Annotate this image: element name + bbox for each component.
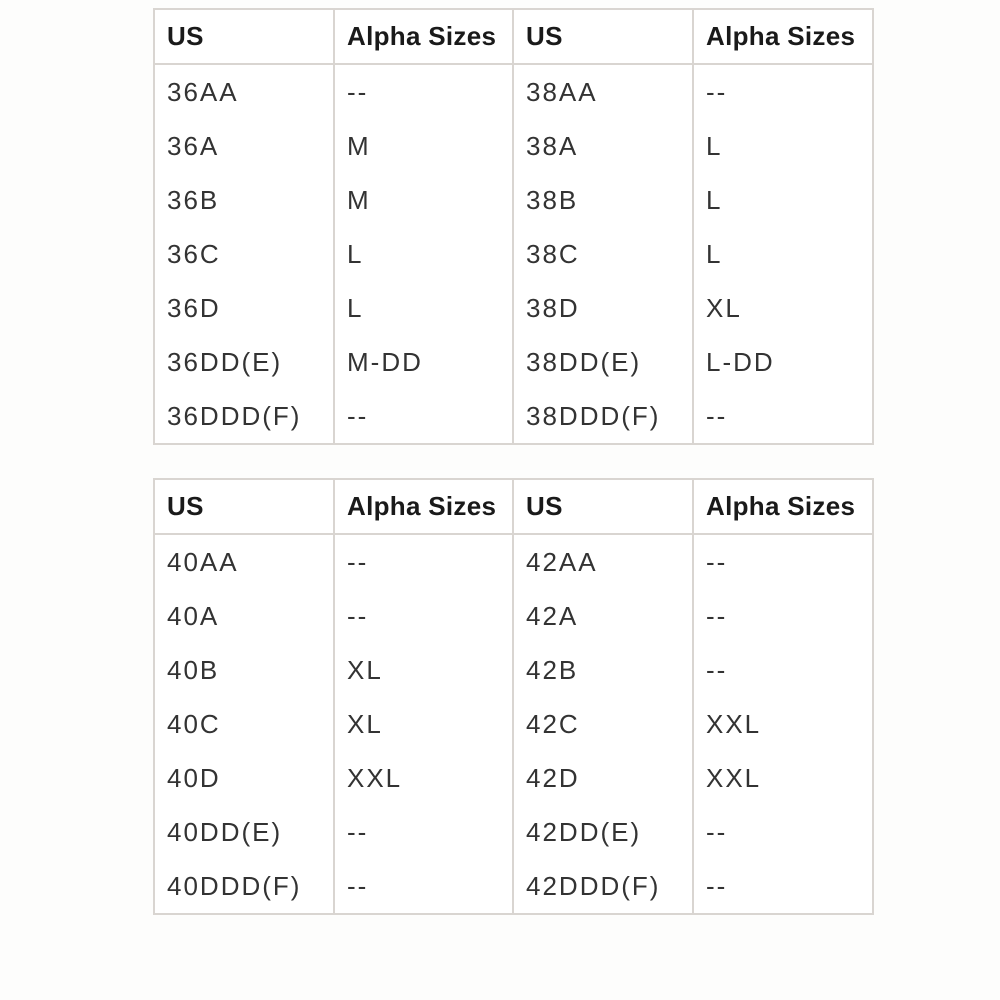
size-row [154,643,514,697]
size-row [513,389,873,444]
size-row [154,227,514,281]
us-size-cell: 42B [513,643,693,697]
us-size-cell: 40B [154,643,334,697]
alpha-size-cell: -- [334,805,514,859]
size-row [513,119,873,173]
us-column-header: US [513,479,693,534]
alpha-size-cell: -- [693,389,873,444]
alpha-size-cell: XXL [334,751,514,805]
us-size-cell: 40A [154,589,334,643]
us-size-cell: 36DDD(F) [154,389,334,444]
us-size-cell: 42A [513,589,693,643]
us-size-cell: 40D [154,751,334,805]
us-size-cell: 38D [513,281,693,335]
table-body [513,64,873,444]
us-size-cell: 38DD(E) [513,335,693,389]
alpha-sizes-column-header: Alpha Sizes [693,479,873,534]
size-row [513,643,873,697]
us-size-cell: 42D [513,751,693,805]
us-size-cell: 40AA [154,534,334,589]
alpha-size-cell: L [334,281,514,335]
us-size-cell: 40DDD(F) [154,859,334,914]
table-body [154,534,514,914]
size-row [154,751,514,805]
size-row [154,697,514,751]
alpha-size-cell: M [334,173,514,227]
us-size-cell: 42DDD(F) [513,859,693,914]
size-table-band-38 [512,8,874,445]
size-row [513,335,873,389]
table-header-row [154,9,514,64]
alpha-size-cell: M-DD [334,335,514,389]
alpha-sizes-column-header: Alpha Sizes [334,479,514,534]
size-row [154,389,514,444]
us-size-cell: 36D [154,281,334,335]
us-size-cell: 38B [513,173,693,227]
size-row [154,859,514,914]
alpha-size-cell: -- [693,534,873,589]
alpha-size-cell: L [334,227,514,281]
alpha-size-cell: M [334,119,514,173]
alpha-size-cell: -- [693,64,873,119]
alpha-size-cell: -- [693,859,873,914]
size-row [154,805,514,859]
alpha-size-cell: -- [693,805,873,859]
us-size-cell: 40DD(E) [154,805,334,859]
us-column-header: US [154,479,334,534]
size-row [513,805,873,859]
alpha-size-cell: XL [693,281,873,335]
size-row [513,534,873,589]
size-row [154,589,514,643]
us-size-cell: 42DD(E) [513,805,693,859]
alpha-size-cell: -- [334,589,514,643]
alpha-size-cell: -- [334,534,514,589]
alpha-size-cell: -- [334,389,514,444]
size-row [513,281,873,335]
us-size-cell: 36A [154,119,334,173]
size-row [513,697,873,751]
alpha-size-cell: L [693,173,873,227]
table-body [513,534,873,914]
size-tables-grid [153,8,856,915]
us-size-cell: 38C [513,227,693,281]
size-row [513,173,873,227]
us-size-cell: 40C [154,697,334,751]
us-size-cell: 38A [513,119,693,173]
size-row [154,335,514,389]
alpha-sizes-column-header: Alpha Sizes [334,9,514,64]
size-row [513,859,873,914]
us-size-cell: 36AA [154,64,334,119]
alpha-size-cell: XXL [693,697,873,751]
size-row [513,751,873,805]
size-table-band-40 [153,478,515,915]
alpha-size-cell: -- [334,64,514,119]
alpha-size-cell: -- [693,589,873,643]
alpha-size-cell: L [693,119,873,173]
alpha-size-cell: -- [693,643,873,697]
alpha-size-cell: L-DD [693,335,873,389]
alpha-size-cell: L [693,227,873,281]
table-header-row [154,479,514,534]
size-row [513,589,873,643]
size-row [154,534,514,589]
table-body [154,64,514,444]
us-size-cell: 42C [513,697,693,751]
table-header-row [513,9,873,64]
alpha-size-cell: XXL [693,751,873,805]
size-row [513,227,873,281]
size-row [154,119,514,173]
alpha-size-cell: XL [334,697,514,751]
size-table-band-36 [153,8,515,445]
us-column-header: US [513,9,693,64]
size-row [154,173,514,227]
us-size-cell: 42AA [513,534,693,589]
alpha-size-cell: -- [334,859,514,914]
size-row [154,64,514,119]
us-column-header: US [154,9,334,64]
alpha-sizes-column-header: Alpha Sizes [693,9,873,64]
alpha-size-cell: XL [334,643,514,697]
us-size-cell: 36DD(E) [154,335,334,389]
us-size-cell: 36C [154,227,334,281]
size-row [513,64,873,119]
size-row [154,281,514,335]
us-size-cell: 38DDD(F) [513,389,693,444]
table-header-row [513,479,873,534]
us-size-cell: 36B [154,173,334,227]
us-size-cell: 38AA [513,64,693,119]
size-table-band-42 [512,478,874,915]
